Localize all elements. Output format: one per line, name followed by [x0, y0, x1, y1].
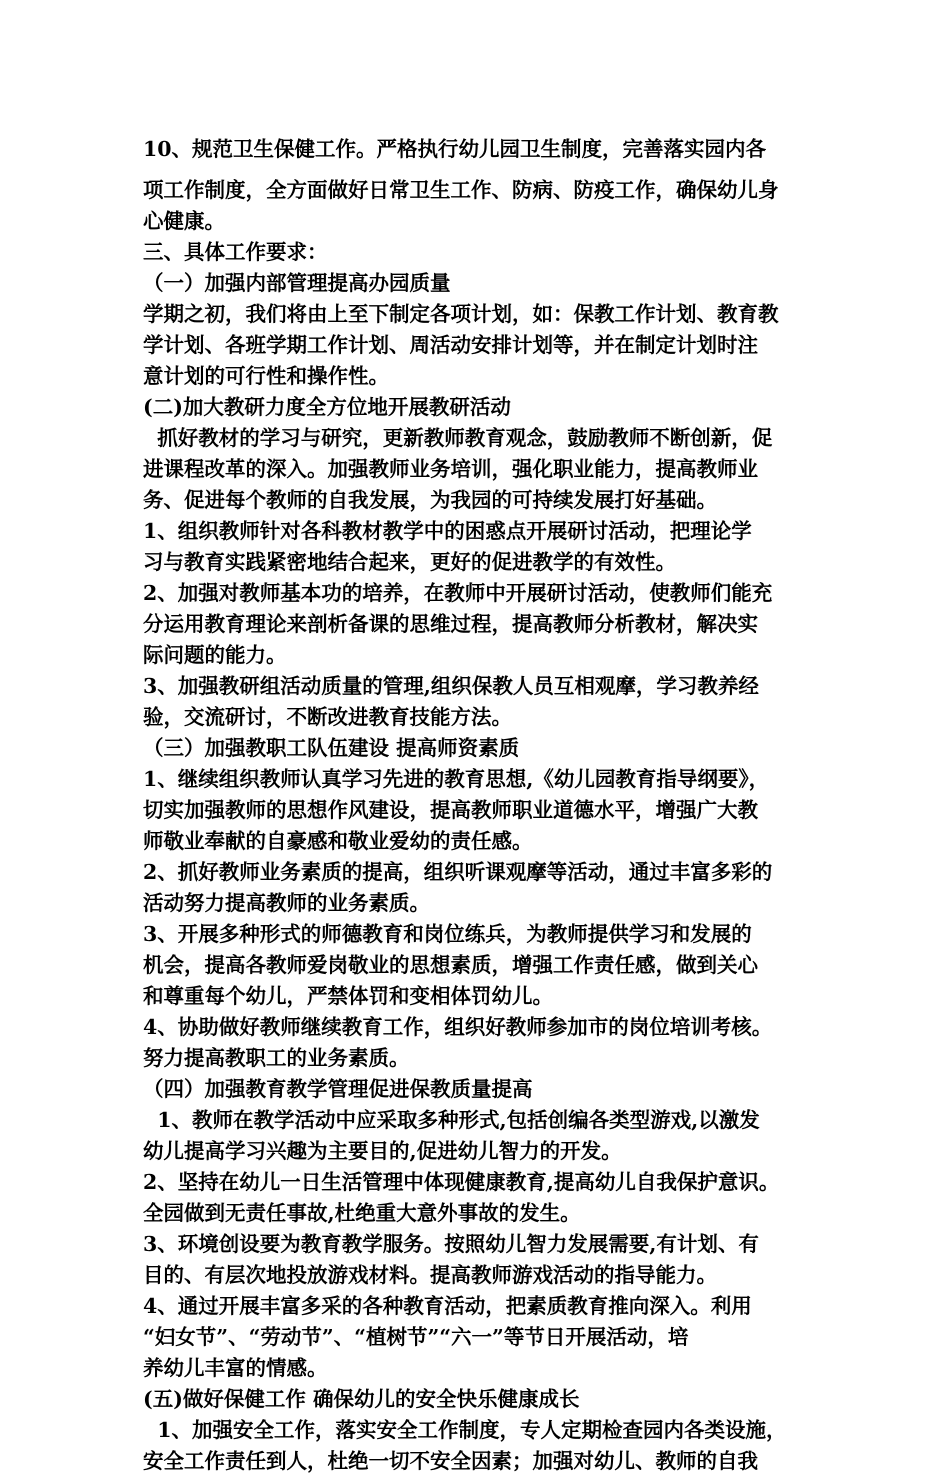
text-line: 2、坚持在幼儿一日生活管理中体现健康教育,提高幼儿自我保护意识。	[143, 1170, 780, 1194]
text-line: 努力提高教职工的业务素质。	[143, 1046, 410, 1070]
text-line: 学计划、各班学期工作计划、周活动安排计划等，并在制定计划时注	[143, 333, 758, 357]
text-line: 机会，提高各教师爱岗敬业的思想素质，增强工作责任感，做到关心	[143, 953, 758, 977]
text-line: 学期之初，我们将由上至下制定各项计划，如：保教工作计划、教育教	[143, 302, 779, 326]
text-line: 3、开展多种形式的师德教育和岗位练兵，为教师提供学习和发展的	[143, 922, 752, 946]
text-line: 际问题的能力。	[143, 643, 287, 667]
text-line: 2、加强对教师基本功的培养，在教师中开展研讨活动，使教师们能充	[143, 581, 773, 605]
section-heading: 三、具体工作要求：	[143, 240, 328, 264]
text-line: 意计划的可行性和操作性。	[143, 364, 389, 388]
text-line: 1、组织教师针对各科教材教学中的困惑点开展研讨活动，把理论学	[143, 519, 752, 543]
text-line: 1、加强安全工作，落实安全工作制度，专人定期检查园内各类设施，	[143, 1418, 787, 1442]
text-line: 和尊重每个幼儿，严禁体罚和变相体罚幼儿。	[143, 984, 553, 1008]
subsection-heading: (五)做好保健工作 确保幼儿的安全快乐健康成长	[143, 1387, 580, 1411]
text-line: 3、环境创设要为教育教学服务。按照幼儿智力发展需要,有计划、有	[143, 1232, 759, 1256]
text-line: 幼儿提高学习兴趣为主要目的,促进幼儿智力的开发。	[143, 1139, 622, 1163]
text-line: 1、继续组织教师认真学习先进的教育思想,《幼儿园教育指导纲要》，	[143, 767, 770, 791]
document-body	[143, 134, 823, 1477]
text-line: 抓好教材的学习与研究，更新教师教育观念，鼓励教师不断创新，促	[143, 426, 773, 450]
subsection-heading: （四）加强教育教学管理促进保教质量提高	[143, 1077, 533, 1101]
text-line: 全园做到无责任事故,杜绝重大意外事故的发生。	[143, 1201, 581, 1225]
text-line: 进课程改革的深入。加强教师业务培训，强化职业能力，提高教师业	[143, 457, 758, 481]
text-line: 师敬业奉献的自豪感和敬业爱幼的责任感。	[143, 829, 533, 853]
text-line: 10、规范卫生保健工作。严格执行幼儿园卫生制度，完善落实园内各	[143, 137, 767, 161]
subsection-heading: （一）加强内部管理提高办园质量	[143, 271, 451, 295]
text-line: 养幼儿丰富的情感。	[143, 1356, 328, 1380]
text-line: 目的、有层次地投放游戏材料。提高教师游戏活动的指导能力。	[143, 1263, 717, 1287]
text-line: 切实加强教师的思想作风建设，提高教师职业道德水平，增强广大教	[143, 798, 758, 822]
text-line: 4、协助做好教师继续教育工作，组织好教师参加市的岗位培训考核。	[143, 1015, 773, 1039]
subsection-heading: (二)加大教研力度全方位地开展教研活动	[143, 395, 511, 419]
text-line: 习与教育实践紧密地结合起来，更好的促进教学的有效性。	[143, 550, 676, 574]
text-line: 分运用教育理论来剖析备课的思维过程，提高教师分析教材，解决实	[143, 612, 758, 636]
text-line: 1、教师在教学活动中应采取多种形式,包括创编各类型游戏,以激发	[143, 1108, 760, 1132]
text-line: 安全工作责任到人，杜绝一切不安全因素；加强对幼儿、教师的自我	[143, 1449, 758, 1473]
text-line: 验，交流研讨，不断改进教育技能方法。	[143, 705, 512, 729]
text-line: 2、抓好教师业务素质的提高，组织听课观摩等活动，通过丰富多彩的	[143, 860, 773, 884]
text-line: 项工作制度，全方面做好日常卫生工作、防病、防疫工作，确保幼儿身	[143, 178, 779, 202]
text-line: 务、促进每个教师的自我发展，为我园的可持续发展打好基础。	[143, 488, 717, 512]
text-line: 3、加强教研组活动质量的管理,组织保教人员互相观摩，学习教养经	[143, 674, 759, 698]
text-line: 心健康。	[143, 209, 225, 233]
subsection-heading: （三）加强教职工队伍建设 提高师资素质	[143, 736, 520, 760]
text-line: 活动努力提高教师的业务素质。	[143, 891, 430, 915]
text-line: “妇女节”、“劳动节”、“植树节”“六一”等节日开展活动，培	[143, 1325, 689, 1349]
text-line: 4、通过开展丰富多采的各种教育活动，把素质教育推向深入。利用	[143, 1294, 752, 1318]
